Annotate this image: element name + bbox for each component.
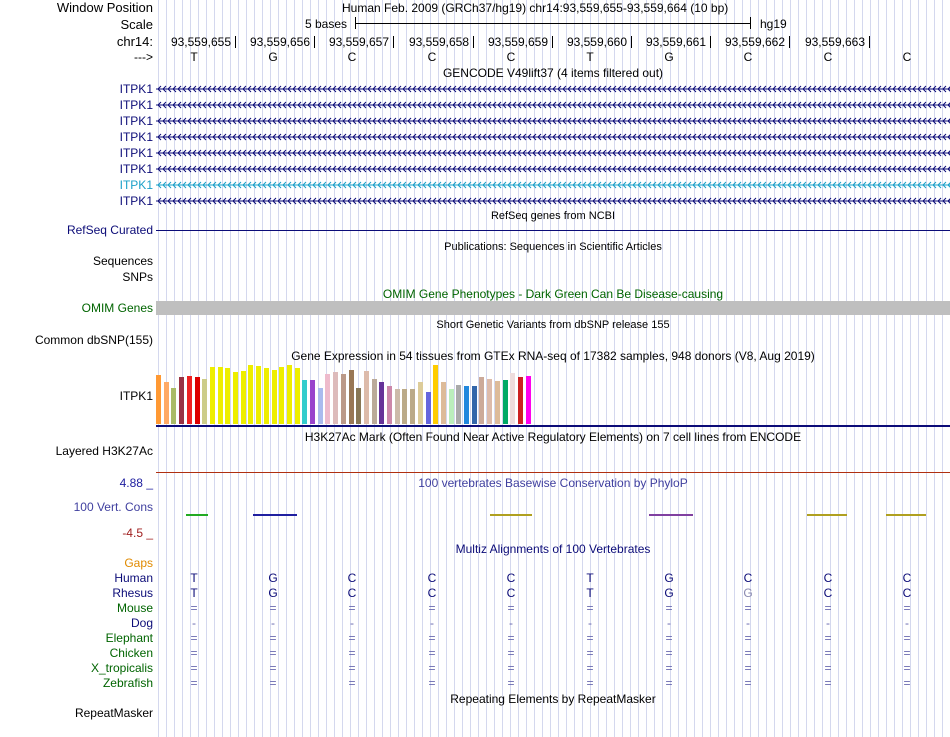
gtex-tissue-bar[interactable] <box>418 382 423 424</box>
guide-line <box>598 0 599 737</box>
guide-line <box>942 0 943 737</box>
base-letter: C <box>743 50 753 64</box>
gtex-tissue-bar[interactable] <box>479 377 484 424</box>
gencode-transcript-label[interactable]: ITPK1 <box>119 82 153 96</box>
position-label: 93,559,661 <box>645 35 706 49</box>
alignment-base: = <box>744 601 752 615</box>
alignment-base: = <box>665 676 673 690</box>
transcript-intron-line[interactable] <box>156 84 950 94</box>
base-letter: C <box>347 50 357 64</box>
gtex-tissue-bar[interactable] <box>441 382 446 424</box>
gtex-tissue-bar[interactable] <box>225 368 230 424</box>
scale-label: Scale <box>120 17 153 32</box>
alignment-base: - <box>430 616 434 630</box>
guide-line <box>782 0 783 737</box>
guide-line <box>854 0 855 737</box>
sequences-label[interactable]: Sequences <box>92 254 153 268</box>
gtex-tissue-bar[interactable] <box>387 386 392 424</box>
position-tick <box>789 36 790 48</box>
transcript-intron-line[interactable] <box>156 196 950 206</box>
guide-line <box>918 0 919 737</box>
guide-line <box>718 0 719 737</box>
position-label: 93,559,658 <box>408 35 469 49</box>
gtex-tissue-bar[interactable] <box>349 370 354 424</box>
position-label: 93,559,655 <box>170 35 231 49</box>
guide-line <box>926 0 927 737</box>
gtex-tissue-bar[interactable] <box>402 389 407 424</box>
guide-line <box>646 0 647 737</box>
alignment-base: = <box>903 646 911 660</box>
alignment-base: = <box>190 676 198 690</box>
refseq-gene-line[interactable] <box>156 230 950 231</box>
guide-line <box>566 0 567 737</box>
base-letter: C <box>823 50 833 64</box>
gtex-tissue-bar[interactable] <box>318 388 323 424</box>
alignment-base: = <box>428 631 436 645</box>
alignment-base: T <box>190 586 198 600</box>
species-label[interactable]: Human <box>114 571 153 585</box>
alignment-base: = <box>665 601 673 615</box>
guide-line <box>702 0 703 737</box>
gtex-tissue-bar[interactable] <box>164 382 169 424</box>
guide-line <box>686 0 687 737</box>
alignment-base: = <box>744 661 752 675</box>
base-letter: G <box>664 50 674 64</box>
base-letter: C <box>506 50 516 64</box>
omim-label[interactable]: OMIM Genes <box>81 301 153 315</box>
alignment-base: = <box>348 631 356 645</box>
species-label[interactable]: Elephant <box>105 631 153 645</box>
gtex-label[interactable]: ITPK1 <box>119 389 153 403</box>
transcript-intron-line[interactable] <box>156 164 950 174</box>
alignment-base: - <box>509 616 513 630</box>
position-tick <box>393 36 394 48</box>
position-label: 93,559,656 <box>249 35 310 49</box>
gaps-label[interactable]: Gaps <box>124 556 153 570</box>
guide-line <box>934 0 935 737</box>
gencode-transcript-label[interactable]: ITPK1 <box>119 194 153 208</box>
gtex-tissue-bar[interactable] <box>341 374 346 424</box>
gtex-tissue-bar[interactable] <box>456 385 461 424</box>
species-label[interactable]: X_tropicalis <box>90 661 153 675</box>
alignment-base: = <box>269 601 277 615</box>
guide-line <box>630 0 631 737</box>
gencode-transcript-label[interactable]: ITPK1 <box>119 98 153 112</box>
gtex-tissue-bar[interactable] <box>503 380 508 424</box>
alignment-base: - <box>588 616 592 630</box>
alignment-base: - <box>350 616 354 630</box>
transcript-intron-line[interactable] <box>156 180 950 190</box>
transcript-intron-line[interactable] <box>156 148 950 158</box>
guide-line <box>814 0 815 737</box>
gencode-transcript-label[interactable]: ITPK1 <box>119 130 153 144</box>
guide-line <box>606 0 607 737</box>
snps-label[interactable]: SNPs <box>122 270 153 284</box>
transcript-intron-line[interactable] <box>156 132 950 142</box>
alignment-base: = <box>824 646 832 660</box>
gtex-tissue-bar[interactable] <box>179 377 184 424</box>
alignment-base: = <box>348 676 356 690</box>
guide-line <box>710 0 711 737</box>
repeatmasker-track-title: Repeating Elements by RepeatMasker <box>450 692 656 706</box>
publications-track-title: Publications: Sequences in Scientific Articles <box>444 241 662 253</box>
alignment-base: = <box>190 646 198 660</box>
alignment-base: C <box>743 571 753 585</box>
alignment-base: = <box>824 601 832 615</box>
guide-line <box>894 0 895 737</box>
base-letter: G <box>268 50 278 64</box>
gtex-tissue-bar[interactable] <box>310 380 315 424</box>
gtex-bar-chart[interactable] <box>156 364 556 424</box>
species-label[interactable]: Zebrafish <box>102 676 153 690</box>
guide-line <box>774 0 775 737</box>
alignment-base: = <box>903 676 911 690</box>
species-label[interactable]: Mouse <box>116 601 153 615</box>
omim-track-title: OMIM Gene Phenotypes - Dark Green Can Be Disease-causing <box>382 287 724 301</box>
alignment-base: C <box>427 571 437 585</box>
alignment-base: = <box>586 601 594 615</box>
gtex-tissue-bar[interactable] <box>372 379 377 424</box>
gtex-tissue-bar[interactable] <box>279 367 284 424</box>
alignment-base: = <box>586 631 594 645</box>
gtex-tissue-bar[interactable] <box>295 368 300 424</box>
alignment-base: = <box>665 646 673 660</box>
alignment-base: = <box>744 631 752 645</box>
transcript-intron-line[interactable] <box>156 100 950 110</box>
guide-line <box>574 0 575 737</box>
scale-bar <box>355 23 751 24</box>
h3k27ac-label[interactable]: Layered H3K27Ac <box>55 444 153 458</box>
gtex-tissue-bar[interactable] <box>233 372 238 424</box>
phylop-max-label: 4.88 _ <box>119 476 153 490</box>
alignment-base: = <box>824 631 832 645</box>
guide-line <box>694 0 695 737</box>
gencode-transcript-label[interactable]: ITPK1 <box>119 114 153 128</box>
gencode-transcript-label[interactable]: ITPK1 <box>119 146 153 160</box>
gtex-tissue-bar[interactable] <box>256 366 261 424</box>
scale-bar-left-tick <box>355 17 356 29</box>
alignment-base: - <box>826 616 830 630</box>
gtex-tissue-bar[interactable] <box>333 372 338 424</box>
alignment-base: = <box>903 631 911 645</box>
base-letter: C <box>427 50 437 64</box>
gtex-baseline <box>156 425 950 427</box>
gtex-tissue-bar[interactable] <box>356 388 361 424</box>
alignment-base: = <box>428 676 436 690</box>
position-tick <box>552 36 553 48</box>
alignment-base: = <box>507 631 515 645</box>
gtex-tissue-bar[interactable] <box>187 376 192 424</box>
phylop-mark[interactable] <box>186 514 208 516</box>
h3k27ac-baseline <box>156 472 950 473</box>
guide-line <box>870 0 871 737</box>
alignment-base: = <box>190 661 198 675</box>
alignment-base: = <box>507 601 515 615</box>
guide-line <box>846 0 847 737</box>
species-label[interactable]: Dog <box>130 616 153 630</box>
alignment-base: C <box>823 571 833 585</box>
gtex-tissue-bar[interactable] <box>272 370 277 424</box>
gtex-tissue-bar[interactable] <box>241 371 246 424</box>
position-label: 93,559,663 <box>804 35 865 49</box>
gtex-tissue-bar[interactable] <box>487 379 492 424</box>
window-position-label: Window Position <box>56 0 153 15</box>
guide-line <box>558 0 559 737</box>
strand-label: ---> <box>134 50 153 64</box>
base-letter: C <box>902 50 912 64</box>
guide-line <box>790 0 791 737</box>
guide-line <box>886 0 887 737</box>
guide-line <box>838 0 839 737</box>
alignment-base: = <box>428 646 436 660</box>
gtex-tissue-bar[interactable] <box>526 376 531 424</box>
alignment-base: T <box>586 586 594 600</box>
alignment-base: = <box>507 661 515 675</box>
alignment-base: = <box>190 631 198 645</box>
alignment-base: = <box>269 631 277 645</box>
refseq-label[interactable]: RefSeq Curated <box>66 223 153 237</box>
alignment-base: C <box>506 586 516 600</box>
alignment-base: = <box>269 646 277 660</box>
guide-line <box>614 0 615 737</box>
alignment-base: = <box>507 676 515 690</box>
phylop-label[interactable]: 100 Vert. Cons <box>73 500 153 514</box>
base-letter: T <box>190 50 198 64</box>
alignment-base: C <box>902 571 912 585</box>
gtex-tissue-bar[interactable] <box>426 392 431 424</box>
gtex-tissue-bar[interactable] <box>325 374 330 424</box>
gtex-tissue-bar[interactable] <box>495 381 500 424</box>
position-tick <box>710 36 711 48</box>
alignment-base: G <box>268 571 278 585</box>
guide-line <box>678 0 679 737</box>
species-label[interactable]: Chicken <box>109 646 153 660</box>
transcript-intron-line[interactable] <box>156 116 950 126</box>
gtex-tissue-bar[interactable] <box>410 389 415 424</box>
alignment-base: = <box>744 646 752 660</box>
guide-line <box>878 0 879 737</box>
gtex-tissue-bar[interactable] <box>264 368 269 424</box>
gtex-tissue-bar[interactable] <box>518 377 523 424</box>
alignment-base: G <box>664 571 674 585</box>
alignment-base: = <box>348 661 356 675</box>
guide-line <box>638 0 639 737</box>
position-tick <box>314 36 315 48</box>
omim-gene-bar[interactable] <box>156 301 950 315</box>
phylop-mark[interactable] <box>490 514 532 516</box>
guide-line <box>726 0 727 737</box>
phylop-mark[interactable] <box>807 514 847 516</box>
position-label: 93,559,657 <box>328 35 389 49</box>
multiz-track-title: Multiz Alignments of 100 Vertebrates <box>455 542 651 556</box>
gtex-tissue-bar[interactable] <box>218 367 223 424</box>
phylop-track-title: 100 vertebrates Basewise Conservation by PhyloP <box>418 476 688 490</box>
alignment-base: C <box>506 571 516 585</box>
alignment-base: C <box>347 586 357 600</box>
refseq-track-title: RefSeq genes from NCBI <box>490 210 616 222</box>
guide-line <box>758 0 759 737</box>
gtex-tissue-bar[interactable] <box>171 388 176 424</box>
position-label: 93,559,659 <box>487 35 548 49</box>
alignment-base: - <box>192 616 196 630</box>
gtex-tissue-bar[interactable] <box>510 373 515 424</box>
position-tick <box>473 36 474 48</box>
alignment-base: G <box>664 586 674 600</box>
alignment-base: = <box>269 661 277 675</box>
alignment-base: = <box>348 601 356 615</box>
alignment-base: C <box>823 586 833 600</box>
gtex-tissue-bar[interactable] <box>248 365 253 424</box>
guide-line <box>806 0 807 737</box>
alignment-base: - <box>746 616 750 630</box>
position-tick <box>235 36 236 48</box>
alignment-base: = <box>903 601 911 615</box>
gtex-tissue-bar[interactable] <box>302 380 307 424</box>
gtex-tissue-bar[interactable] <box>195 377 200 424</box>
alignment-base: C <box>902 586 912 600</box>
phylop-mark[interactable] <box>886 514 926 516</box>
alignment-base: = <box>190 601 198 615</box>
scale-text: 5 bases <box>305 17 348 31</box>
gencode-transcript-label[interactable]: ITPK1 <box>119 162 153 176</box>
alignment-base: = <box>586 661 594 675</box>
guide-line <box>622 0 623 737</box>
alignment-base: G <box>743 586 753 600</box>
scale-assembly: hg19 <box>760 17 787 31</box>
repeatmasker-label[interactable]: RepeatMasker <box>74 706 153 720</box>
gtex-tissue-bar[interactable] <box>202 379 207 424</box>
alignment-base: = <box>348 646 356 660</box>
gtex-tissue-bar[interactable] <box>395 389 400 424</box>
guide-line <box>734 0 735 737</box>
position-label: 93,559,660 <box>566 35 627 49</box>
alignment-base: = <box>824 676 832 690</box>
alignment-base: = <box>665 661 673 675</box>
alignment-base: = <box>903 661 911 675</box>
gtex-track-title: Gene Expression in 54 tissues from GTEx RNA-seq of 17382 samples, 948 donors (V8, Aug 2019) <box>291 349 815 363</box>
alignment-base: = <box>507 646 515 660</box>
base-letter: T <box>586 50 594 64</box>
alignment-base: C <box>427 586 437 600</box>
alignment-base: = <box>428 661 436 675</box>
guide-line <box>798 0 799 737</box>
alignment-base: - <box>905 616 909 630</box>
alignment-base: = <box>744 676 752 690</box>
dbsnp-label[interactable]: Common dbSNP(155) <box>34 333 153 347</box>
alignment-base: C <box>347 571 357 585</box>
alignment-base: = <box>269 676 277 690</box>
position-label: 93,559,662 <box>724 35 785 49</box>
gtex-tissue-bar[interactable] <box>472 386 477 424</box>
guide-line <box>654 0 655 737</box>
h3k27ac-track-title: H3K27Ac Mark (Often Found Near Active Regulatory Elements) on 7 cell lines from ENCODE <box>304 430 802 444</box>
position-tick <box>631 36 632 48</box>
gtex-tissue-bar[interactable] <box>287 365 292 424</box>
chrom-label: chr14: <box>116 34 153 49</box>
phylop-mark[interactable] <box>649 514 693 516</box>
phylop-mark[interactable] <box>253 514 297 516</box>
position-tick <box>869 36 870 48</box>
scale-bar-right-tick <box>750 17 751 29</box>
guide-line <box>862 0 863 737</box>
alignment-base: = <box>586 646 594 660</box>
alignment-base: - <box>271 616 275 630</box>
alignment-base: = <box>586 676 594 690</box>
alignment-base: G <box>268 586 278 600</box>
gtex-tissue-bar[interactable] <box>364 371 369 424</box>
gtex-tissue-bar[interactable] <box>449 389 454 424</box>
gencode-transcript-label[interactable]: ITPK1 <box>119 178 153 192</box>
gtex-tissue-bar[interactable] <box>156 375 161 424</box>
window-position-value: Human Feb. 2009 (GRCh37/hg19) chr14:93,559,655-93,559,664 (10 bp) <box>342 1 729 15</box>
alignment-base: T <box>190 571 198 585</box>
gencode-track-title: GENCODE V49lift37 (4 items filtered out) <box>442 66 664 80</box>
alignment-base: = <box>665 631 673 645</box>
alignment-base: = <box>824 661 832 675</box>
gtex-tissue-bar[interactable] <box>379 382 384 424</box>
gtex-tissue-bar[interactable] <box>210 367 215 424</box>
guide-line <box>766 0 767 737</box>
gtex-tissue-bar[interactable] <box>464 386 469 424</box>
alignment-base: - <box>667 616 671 630</box>
phylop-min-label: -4.5 _ <box>122 526 153 540</box>
alignment-base: = <box>428 601 436 615</box>
gtex-tissue-bar[interactable] <box>433 365 438 424</box>
species-label[interactable]: Rhesus <box>112 586 153 600</box>
alignment-base: T <box>586 571 594 585</box>
dbsnp-track-title: Short Genetic Variants from dbSNP release 155 <box>436 319 670 331</box>
